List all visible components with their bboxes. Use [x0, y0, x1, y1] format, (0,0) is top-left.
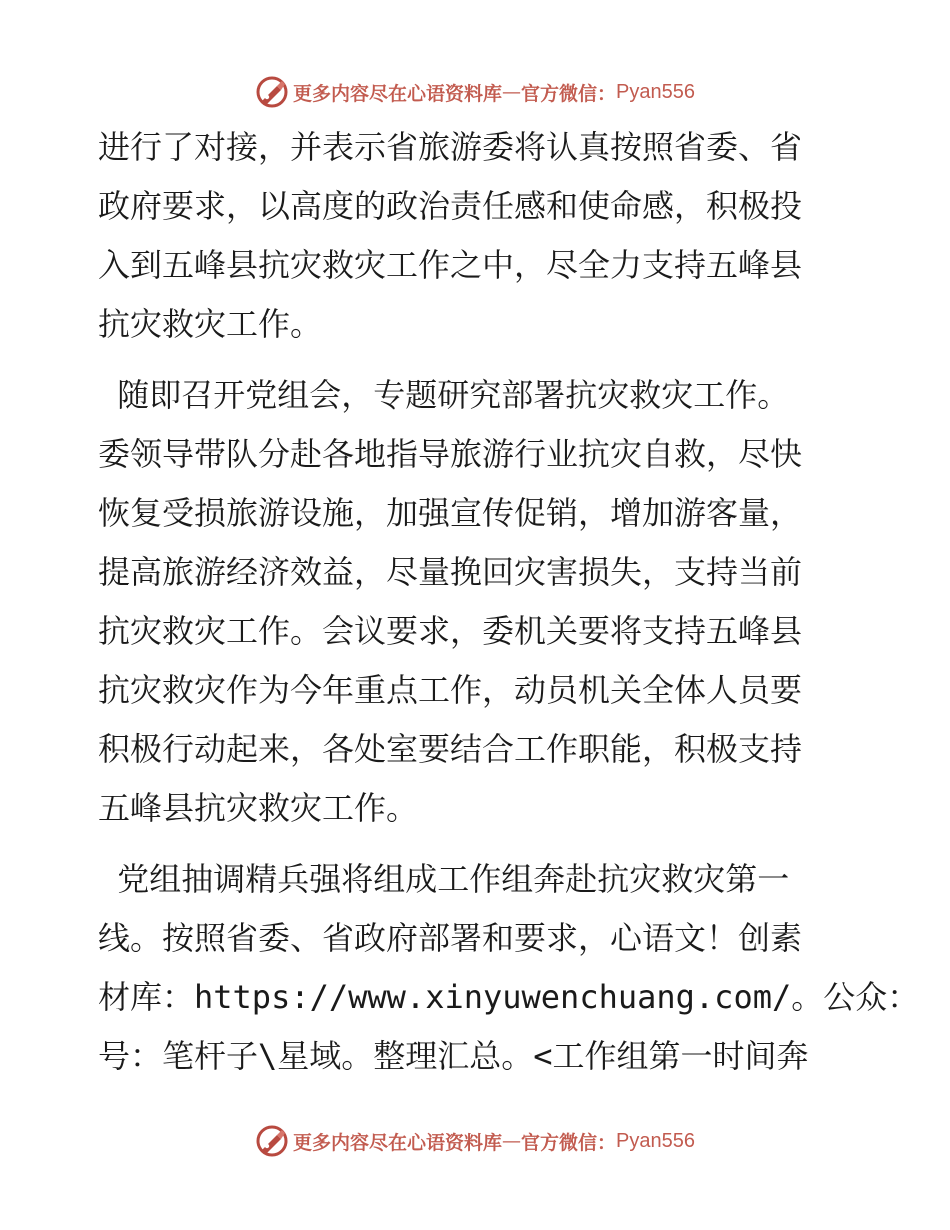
text-line: 抗灾救灾工作。会议要求，委机关要将支持五峰县 [98, 612, 803, 650]
footer-banner [0, 1121, 950, 1161]
paragraph-1 [98, 118, 858, 354]
text-line: 恢复受损旅游设施，加强宣传促销，增加游客量， [98, 494, 803, 532]
banner-wechat-id: Pyan556 [616, 1129, 695, 1152]
text-line: 线。按照省委、省政府部署和要求，心语文！创素 [98, 919, 803, 957]
banner-brand-text: 更多内容尽在心语资料库 [293, 82, 503, 105]
text-line: 五峰县抗灾救灾工作。 [98, 789, 419, 827]
text-line: 抗灾救灾工作。 [98, 305, 323, 343]
text-line: 号：笔杆子\星域。整理汇总。<工作组第一时间奔 [98, 1037, 809, 1075]
text-line: 进行了对接，并表示省旅游委将认真按照省委、省 [98, 128, 803, 166]
paragraph-3 [98, 850, 920, 1086]
banner-wechat-id: Pyan556 [616, 80, 695, 103]
banner-wechat-label: 官方微信： [521, 82, 617, 105]
text-line: 抗灾救灾作为今年重点工作，动员机关全体人员要 [98, 671, 803, 709]
text-line: 提高旅游经济效益，尽量挽回灾害损失，支持当前 [98, 553, 803, 591]
document-body [98, 118, 920, 1086]
banner-brand-text: 更多内容尽在心语资料库 [293, 1131, 503, 1154]
text-line: 政府要求，以高度的政治责任感和使命感，积极投 [98, 187, 803, 225]
banner-separator: — [502, 1130, 522, 1152]
text-line: 党组抽调精兵强将组成工作组奔赴抗灾救灾第一 [98, 860, 790, 898]
pen-logo-icon [255, 1124, 289, 1158]
banner-separator: — [502, 81, 522, 103]
text-line: 随即召开党组会，专题研究部署抗灾救灾工作。 [98, 376, 790, 414]
banner-wechat-label: 官方微信： [521, 1131, 617, 1154]
text-line: 材库：https://www.xinyuwenchuang.com/。公众： [98, 978, 920, 1016]
header-banner [0, 72, 950, 112]
paragraph-2 [98, 366, 858, 838]
text-line: 委领导带队分赴各地指导旅游行业抗灾自救，尽快 [98, 435, 803, 473]
pen-logo-icon [255, 75, 289, 109]
text-line: 积极行动起来，各处室要结合工作职能，积极支持 [98, 730, 803, 768]
text-line: 入到五峰县抗灾救灾工作之中，尽全力支持五峰县 [98, 246, 803, 284]
